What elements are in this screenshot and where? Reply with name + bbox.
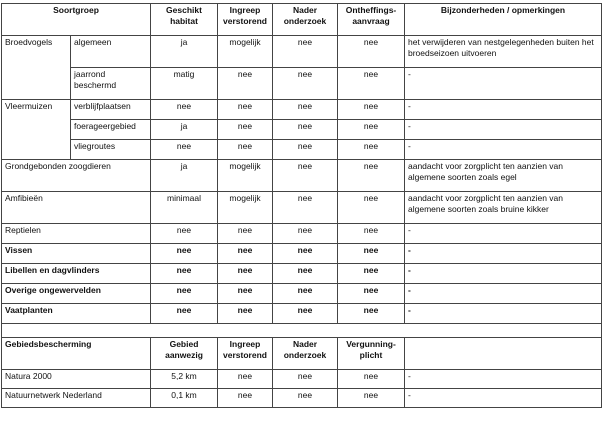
group-vaatplanten: Vaatplanten xyxy=(2,304,151,324)
cell-opmerking: aandacht voor zorgplicht ten aanzien van algemene soorten zoals bruine kikker xyxy=(405,192,602,224)
cell-aanwezig: 5,2 km xyxy=(151,370,218,389)
cell-onderzoek: nee xyxy=(273,244,338,264)
cell-ingreep: nee xyxy=(218,100,273,120)
cell-habitat: ja xyxy=(151,120,218,140)
gebied-natura-2000: Natura 2000 xyxy=(2,370,151,389)
cell-ingreep: nee xyxy=(218,389,273,408)
header-bijzonderheden: Bijzonderheden / opmerkingen xyxy=(405,4,602,36)
cell-habitat: matig xyxy=(151,68,218,100)
table-row xyxy=(2,36,602,68)
cell-ingreep: nee xyxy=(218,224,273,244)
gebied-natuurnetwerk-nederland: Natuurnetwerk Nederland xyxy=(2,389,151,408)
header-ingreep-verstorend: Ingreep verstorend xyxy=(218,4,273,36)
group-vissen: Vissen xyxy=(2,244,151,264)
cell-ontheffing: nee xyxy=(338,36,405,68)
cell-habitat: nee xyxy=(151,140,218,160)
table-row xyxy=(2,304,602,324)
group-vleermuizen: Vleermuizen xyxy=(2,100,71,160)
cell-opmerking: - xyxy=(405,389,602,408)
header-empty xyxy=(405,338,602,370)
table-row xyxy=(2,244,602,264)
cell-onderzoek: nee xyxy=(273,264,338,284)
cell-onderzoek: nee xyxy=(273,224,338,244)
cell-opmerking: - xyxy=(405,264,602,284)
cell-onderzoek: nee xyxy=(273,100,338,120)
cell-habitat: minimaal xyxy=(151,192,218,224)
cell-opmerking: - xyxy=(405,244,602,264)
header-row xyxy=(2,4,602,36)
sub-algemeen: algemeen xyxy=(71,36,151,68)
cell-ontheffing: nee xyxy=(338,68,405,100)
cell-habitat: nee xyxy=(151,244,218,264)
header-gebiedsbescherming: Gebiedsbescherming xyxy=(2,338,151,370)
cell-habitat: ja xyxy=(151,160,218,192)
cell-opmerking: het verwijderen van nestgelegenheden buiten het broedseizoen uitvoeren xyxy=(405,36,602,68)
cell-habitat: nee xyxy=(151,264,218,284)
cell-opmerking: - xyxy=(405,370,602,389)
cell-ontheffing: nee xyxy=(338,120,405,140)
cell-onderzoek: nee xyxy=(273,140,338,160)
cell-onderzoek: nee xyxy=(273,68,338,100)
cell-ingreep: nee xyxy=(218,68,273,100)
table-row xyxy=(2,100,602,120)
cell-opmerking: - xyxy=(405,140,602,160)
cell-opmerking: - xyxy=(405,284,602,304)
group-broedvogels: Broedvogels xyxy=(2,36,71,100)
header-ingreep-verstorend: Ingreep verstorend xyxy=(218,338,273,370)
soortgroep-table xyxy=(1,3,602,408)
cell-habitat: nee xyxy=(151,100,218,120)
cell-vergunning: nee xyxy=(338,370,405,389)
cell-ontheffing: nee xyxy=(338,224,405,244)
table-row xyxy=(2,389,602,408)
cell-ingreep: nee xyxy=(218,120,273,140)
cell-ingreep: nee xyxy=(218,304,273,324)
cell-opmerking: - xyxy=(405,100,602,120)
spacer-cell xyxy=(2,324,602,338)
sub-jaarrond-beschermd: jaarrond beschermd xyxy=(71,68,151,100)
cell-ontheffing: nee xyxy=(338,100,405,120)
cell-ontheffing: nee xyxy=(338,140,405,160)
cell-ingreep: nee xyxy=(218,264,273,284)
cell-ingreep: nee xyxy=(218,140,273,160)
table-row xyxy=(2,120,602,140)
header-geschikt-habitat: Geschikt habitat xyxy=(151,4,218,36)
group-libellen-en-dagvlinders: Libellen en dagvlinders xyxy=(2,264,151,284)
cell-ingreep: nee xyxy=(218,370,273,389)
group-grondgebonden-zoogdieren: Grondgebonden zoogdieren xyxy=(2,160,151,192)
group-reptielen: Reptielen xyxy=(2,224,151,244)
cell-opmerking: aandacht voor zorgplicht ten aanzien van algemene soorten zoals egel xyxy=(405,160,602,192)
cell-onderzoek: nee xyxy=(273,370,338,389)
cell-habitat: nee xyxy=(151,284,218,304)
header-ontheffingsaanvraag: Ontheffings-aanvraag xyxy=(338,4,405,36)
cell-ontheffing: nee xyxy=(338,244,405,264)
table-row xyxy=(2,160,602,192)
group-amfibieen: Amfibieën xyxy=(2,192,151,224)
table-row xyxy=(2,224,602,244)
cell-onderzoek: nee xyxy=(273,192,338,224)
cell-ingreep: mogelijk xyxy=(218,160,273,192)
group-overige-ongewervelden: Overige ongewervelden xyxy=(2,284,151,304)
cell-habitat: nee xyxy=(151,304,218,324)
cell-habitat: nee xyxy=(151,224,218,244)
cell-opmerking: - xyxy=(405,120,602,140)
cell-onderzoek: nee xyxy=(273,304,338,324)
cell-ontheffing: nee xyxy=(338,304,405,324)
cell-opmerking: - xyxy=(405,68,602,100)
cell-opmerking: - xyxy=(405,304,602,324)
table-row xyxy=(2,140,602,160)
cell-vergunning: nee xyxy=(338,389,405,408)
header-soortgroep: Soortgroep xyxy=(2,4,151,36)
cell-ingreep: nee xyxy=(218,244,273,264)
cell-ontheffing: nee xyxy=(338,284,405,304)
cell-onderzoek: nee xyxy=(273,36,338,68)
cell-aanwezig: 0,1 km xyxy=(151,389,218,408)
cell-ingreep: mogelijk xyxy=(218,192,273,224)
cell-onderzoek: nee xyxy=(273,284,338,304)
table-row xyxy=(2,68,602,100)
sub-vliegroutes: vliegroutes xyxy=(71,140,151,160)
header-nader-onderzoek: Nader onderzoek xyxy=(273,338,338,370)
table-row xyxy=(2,370,602,389)
sub-verblijfplaatsen: verblijfplaatsen xyxy=(71,100,151,120)
cell-onderzoek: nee xyxy=(273,389,338,408)
cell-ontheffing: nee xyxy=(338,192,405,224)
cell-ingreep: nee xyxy=(218,284,273,304)
sub-foerageergebied: foerageergebied xyxy=(71,120,151,140)
header-nader-onderzoek: Nader onderzoek xyxy=(273,4,338,36)
header-gebied-aanwezig: Gebied aanwezig xyxy=(151,338,218,370)
cell-ontheffing: nee xyxy=(338,264,405,284)
cell-opmerking: - xyxy=(405,224,602,244)
cell-habitat: ja xyxy=(151,36,218,68)
table-row xyxy=(2,192,602,224)
cell-ontheffing: nee xyxy=(338,160,405,192)
table-row xyxy=(2,284,602,304)
gebied-header-row xyxy=(2,338,602,370)
cell-onderzoek: nee xyxy=(273,160,338,192)
header-vergunningplicht: Vergunning-plicht xyxy=(338,338,405,370)
cell-onderzoek: nee xyxy=(273,120,338,140)
table-row xyxy=(2,264,602,284)
cell-ingreep: mogelijk xyxy=(218,36,273,68)
spacer-row xyxy=(2,324,602,338)
